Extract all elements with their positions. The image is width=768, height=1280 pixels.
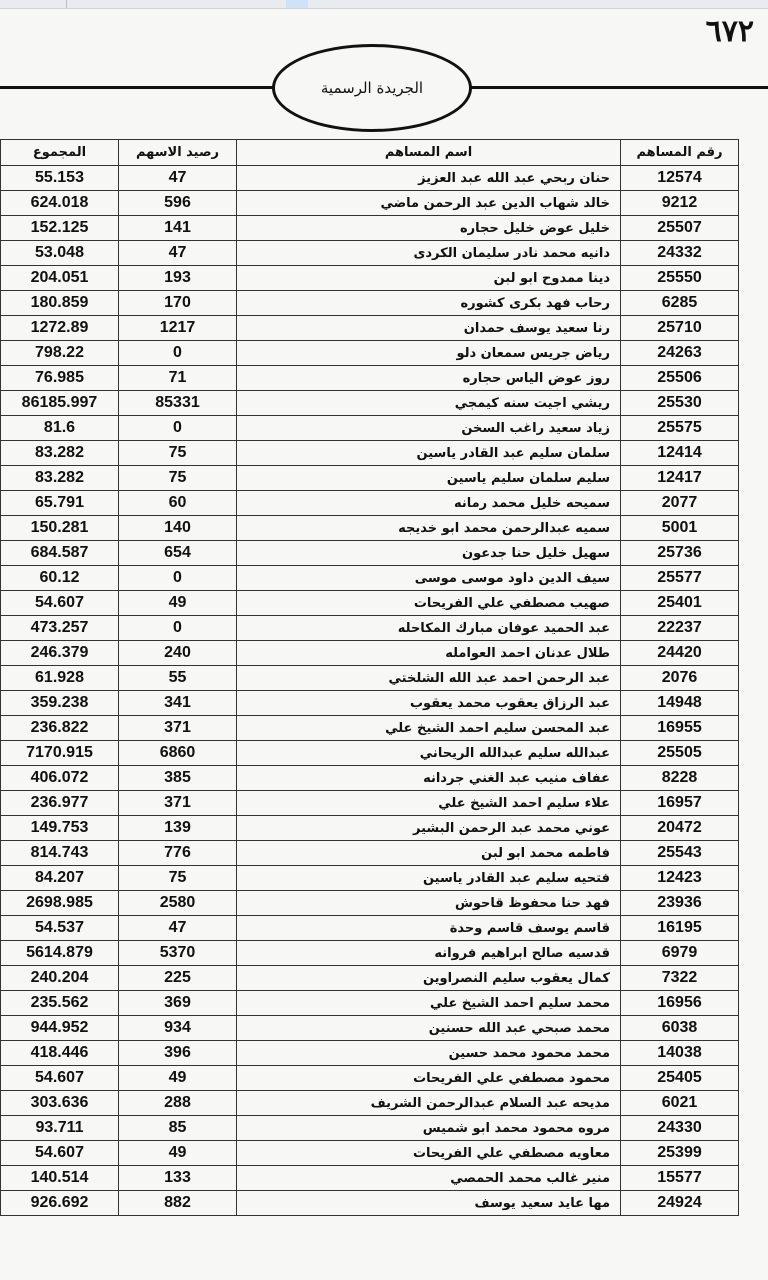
header-total: المجموع (1, 140, 119, 166)
cell-total: 180.859 (1, 291, 119, 316)
cell-shareholder-name: فتحيه سليم عبد القادر ياسين (237, 866, 621, 891)
cell-share-balance: 49 (119, 1066, 237, 1091)
cell-total: 684.587 (1, 541, 119, 566)
cell-share-balance: 240 (119, 641, 237, 666)
cell-shareholder-name: خالد شهاب الدين عبد الرحمن ماضي (237, 191, 621, 216)
cell-shareholder-name: عبد الرحمن احمد عبد الله الشلختي (237, 666, 621, 691)
cell-total: 54.607 (1, 1066, 119, 1091)
cell-shareholder-name: منير غالب محمد الحمصي (237, 1166, 621, 1191)
shareholders-table (0, 139, 739, 1216)
cell-share-balance: 141 (119, 216, 237, 241)
table-row (1, 891, 739, 916)
table-row (1, 516, 739, 541)
cell-shareholder-name: عبد المحسن سليم احمد الشيخ علي (237, 716, 621, 741)
cell-total: 83.282 (1, 466, 119, 491)
cell-total: 236.977 (1, 791, 119, 816)
cell-total: 926.692 (1, 1191, 119, 1216)
toolbar-highlight (286, 0, 308, 8)
cell-shareholder-name: مروه محمود محمد ابو شميس (237, 1116, 621, 1141)
cell-shareholder-no: 25710 (621, 316, 739, 341)
toolbar-segment (66, 0, 287, 8)
cell-total: 5614.879 (1, 941, 119, 966)
cell-total: 76.985 (1, 366, 119, 391)
table-row (1, 566, 739, 591)
cell-share-balance: 371 (119, 716, 237, 741)
cell-total: 236.822 (1, 716, 119, 741)
cell-shareholder-name: مديحه عبد السلام عبدالرحمن الشريف (237, 1091, 621, 1116)
cell-shareholder-name: دانيه محمد نادر سليمان الكردى (237, 241, 621, 266)
cell-shareholder-no: 25577 (621, 566, 739, 591)
cell-share-balance: 47 (119, 166, 237, 191)
cell-shareholder-no: 16955 (621, 716, 739, 741)
table-row (1, 616, 739, 641)
cell-shareholder-no: 12574 (621, 166, 739, 191)
cell-shareholder-no: 25399 (621, 1141, 739, 1166)
cell-shareholder-name: عبد الرزاق يعقوب محمد يعقوب (237, 691, 621, 716)
table-row (1, 166, 739, 191)
cell-shareholder-name: روز عوض الياس حجاره (237, 366, 621, 391)
cell-share-balance: 75 (119, 441, 237, 466)
cell-share-balance: 5370 (119, 941, 237, 966)
cell-share-balance: 0 (119, 566, 237, 591)
table-row (1, 316, 739, 341)
cell-shareholder-name: محمد محمود محمد حسين (237, 1041, 621, 1066)
cell-shareholder-no: 6285 (621, 291, 739, 316)
cell-total: 152.125 (1, 216, 119, 241)
cell-share-balance: 0 (119, 416, 237, 441)
cell-total: 204.051 (1, 266, 119, 291)
gazette-title: الجريدة الرسمية (320, 79, 424, 97)
cell-total: 65.791 (1, 491, 119, 516)
cell-total: 359.238 (1, 691, 119, 716)
cell-total: 814.743 (1, 841, 119, 866)
cell-total: 7170.915 (1, 741, 119, 766)
cell-shareholder-no: 25401 (621, 591, 739, 616)
table-row (1, 216, 739, 241)
cell-shareholder-name: فاطمه محمد ابو لبن (237, 841, 621, 866)
cell-share-balance: 85331 (119, 391, 237, 416)
cell-shareholder-no: 20472 (621, 816, 739, 841)
cell-shareholder-no: 16195 (621, 916, 739, 941)
cell-share-balance: 47 (119, 241, 237, 266)
table-header-row (1, 140, 739, 166)
cell-share-balance: 1217 (119, 316, 237, 341)
cell-share-balance: 882 (119, 1191, 237, 1216)
cell-total: 60.12 (1, 566, 119, 591)
table-row (1, 991, 739, 1016)
cell-total: 84.207 (1, 866, 119, 891)
cell-shareholder-no: 23936 (621, 891, 739, 916)
table-row (1, 766, 739, 791)
cell-share-balance: 654 (119, 541, 237, 566)
cell-shareholder-name: قاسم يوسف قاسم وحدة (237, 916, 621, 941)
cell-share-balance: 193 (119, 266, 237, 291)
cell-total: 54.607 (1, 1141, 119, 1166)
cell-total: 140.514 (1, 1166, 119, 1191)
table-row (1, 941, 739, 966)
cell-shareholder-name: حنان ربحي عبد الله عبد العزيز (237, 166, 621, 191)
table-row (1, 866, 739, 891)
cell-shareholder-name: سميحه خليل محمد رمانه (237, 491, 621, 516)
cell-shareholder-name: ريشي اجيت سنه كيمجي (237, 391, 621, 416)
table-row (1, 391, 739, 416)
cell-shareholder-name: قدسيه صالح ابراهيم فروانه (237, 941, 621, 966)
cell-shareholder-no: 12423 (621, 866, 739, 891)
cell-total: 54.537 (1, 916, 119, 941)
table-row (1, 666, 739, 691)
table-row (1, 591, 739, 616)
cell-shareholder-name: معاويه مصطفي علي الفريحات (237, 1141, 621, 1166)
cell-shareholder-no: 25505 (621, 741, 739, 766)
toolbar-segment (0, 0, 67, 8)
cell-shareholder-name: خليل عوض خليل حجاره (237, 216, 621, 241)
cell-shareholder-no: 6038 (621, 1016, 739, 1041)
cell-share-balance: 133 (119, 1166, 237, 1191)
cell-shareholder-name: محمد سليم احمد الشيخ علي (237, 991, 621, 1016)
cell-shareholder-no: 14948 (621, 691, 739, 716)
cell-shareholder-no: 9212 (621, 191, 739, 216)
cell-share-balance: 75 (119, 466, 237, 491)
cell-shareholder-no: 25506 (621, 366, 739, 391)
cell-shareholder-name: صهيب مصطفي علي الفريحات (237, 591, 621, 616)
cell-shareholder-name: كمال يعقوب سليم النصراوين (237, 966, 621, 991)
cell-shareholder-name: محمود مصطفي علي الفريحات (237, 1066, 621, 1091)
cell-shareholder-no: 12417 (621, 466, 739, 491)
cell-share-balance: 85 (119, 1116, 237, 1141)
table-row (1, 1066, 739, 1091)
cell-shareholder-name: فهد حنا محفوظ قاحوش (237, 891, 621, 916)
cell-shareholder-no: 25575 (621, 416, 739, 441)
cell-share-balance: 71 (119, 366, 237, 391)
cell-shareholder-no: 25543 (621, 841, 739, 866)
table-row (1, 816, 739, 841)
cell-total: 83.282 (1, 441, 119, 466)
table-row (1, 341, 739, 366)
table-row (1, 366, 739, 391)
table-row (1, 691, 739, 716)
cell-shareholder-no: 25550 (621, 266, 739, 291)
cell-shareholder-name: سلمان سليم عبد القادر ياسين (237, 441, 621, 466)
cell-share-balance: 934 (119, 1016, 237, 1041)
cell-shareholder-no: 24420 (621, 641, 739, 666)
cell-shareholder-no: 25736 (621, 541, 739, 566)
table-row (1, 1191, 739, 1216)
cell-shareholder-no: 22237 (621, 616, 739, 641)
cell-shareholder-no: 16956 (621, 991, 739, 1016)
header-shareholder-name: اسم المساهم (237, 140, 621, 166)
browser-top-strip (0, 0, 768, 9)
cell-shareholder-name: محمد صبحي عبد الله حسنين (237, 1016, 621, 1041)
cell-share-balance: 776 (119, 841, 237, 866)
cell-share-balance: 0 (119, 616, 237, 641)
table-row (1, 1041, 739, 1066)
cell-shareholder-no: 2076 (621, 666, 739, 691)
cell-shareholder-name: رحاب فهد بكرى كشوره (237, 291, 621, 316)
cell-share-balance: 0 (119, 341, 237, 366)
cell-shareholder-no: 25530 (621, 391, 739, 416)
cell-share-balance: 596 (119, 191, 237, 216)
cell-total: 54.607 (1, 591, 119, 616)
page-number: ٦٧٢ (705, 14, 754, 49)
cell-share-balance: 369 (119, 991, 237, 1016)
cell-total: 240.204 (1, 966, 119, 991)
cell-shareholder-no: 8228 (621, 766, 739, 791)
cell-shareholder-no: 14038 (621, 1041, 739, 1066)
cell-shareholder-name: دينا ممدوح ابو لبن (237, 266, 621, 291)
cell-total: 55.153 (1, 166, 119, 191)
table-row (1, 491, 739, 516)
cell-share-balance: 396 (119, 1041, 237, 1066)
cell-total: 1272.89 (1, 316, 119, 341)
cell-shareholder-no: 24924 (621, 1191, 739, 1216)
header-share-balance: رصيد الاسهم (119, 140, 237, 166)
cell-total: 61.928 (1, 666, 119, 691)
table-row (1, 291, 739, 316)
cell-share-balance: 288 (119, 1091, 237, 1116)
header-oval (272, 44, 472, 132)
cell-shareholder-name: طلال عدنان احمد العوامله (237, 641, 621, 666)
cell-share-balance: 60 (119, 491, 237, 516)
cell-share-balance: 139 (119, 816, 237, 841)
table-row (1, 1116, 739, 1141)
cell-shareholder-no: 6021 (621, 1091, 739, 1116)
table-row (1, 1141, 739, 1166)
cell-shareholder-no: 16957 (621, 791, 739, 816)
cell-total: 246.379 (1, 641, 119, 666)
cell-shareholder-name: سميه عبدالرحمن محمد ابو خديجه (237, 516, 621, 541)
cell-share-balance: 6860 (119, 741, 237, 766)
cell-shareholder-no: 24263 (621, 341, 739, 366)
table-row (1, 1166, 739, 1191)
table-row (1, 1091, 739, 1116)
cell-shareholder-no: 7322 (621, 966, 739, 991)
cell-total: 944.952 (1, 1016, 119, 1041)
cell-share-balance: 47 (119, 916, 237, 941)
cell-share-balance: 170 (119, 291, 237, 316)
cell-shareholder-no: 5001 (621, 516, 739, 541)
table-row (1, 791, 739, 816)
table-row (1, 241, 739, 266)
cell-total: 86185.997 (1, 391, 119, 416)
table-row (1, 441, 739, 466)
cell-total: 81.6 (1, 416, 119, 441)
cell-shareholder-name: رياض جريس سمعان دلو (237, 341, 621, 366)
cell-shareholder-name: رنا سعيد يوسف حمدان (237, 316, 621, 341)
cell-shareholder-no: 25405 (621, 1066, 739, 1091)
cell-share-balance: 49 (119, 591, 237, 616)
table-row (1, 466, 739, 491)
cell-total: 150.281 (1, 516, 119, 541)
cell-shareholder-name: سليم سلمان سليم ياسين (237, 466, 621, 491)
cell-share-balance: 49 (119, 1141, 237, 1166)
cell-total: 2698.985 (1, 891, 119, 916)
table-row (1, 916, 739, 941)
cell-share-balance: 225 (119, 966, 237, 991)
table-row (1, 641, 739, 666)
table-row (1, 191, 739, 216)
cell-share-balance: 140 (119, 516, 237, 541)
cell-shareholder-name: مها عايد سعيد يوسف (237, 1191, 621, 1216)
table-row (1, 541, 739, 566)
cell-total: 53.048 (1, 241, 119, 266)
cell-shareholder-name: عفاف منيب عبد الغني جردانه (237, 766, 621, 791)
table-row (1, 966, 739, 991)
cell-shareholder-name: عوني محمد عبد الرحمن البشير (237, 816, 621, 841)
cell-shareholder-no: 2077 (621, 491, 739, 516)
cell-share-balance: 2580 (119, 891, 237, 916)
cell-total: 473.257 (1, 616, 119, 641)
cell-share-balance: 75 (119, 866, 237, 891)
cell-shareholder-name: سيف الدين داود موسى موسى (237, 566, 621, 591)
cell-shareholder-no: 24332 (621, 241, 739, 266)
cell-total: 418.446 (1, 1041, 119, 1066)
cell-shareholder-name: علاء سليم احمد الشيخ علي (237, 791, 621, 816)
cell-share-balance: 55 (119, 666, 237, 691)
cell-share-balance: 371 (119, 791, 237, 816)
cell-shareholder-name: زياد سعيد راغب السخن (237, 416, 621, 441)
cell-shareholder-no: 12414 (621, 441, 739, 466)
header-shareholder-no: رقم المساهم (621, 140, 739, 166)
cell-share-balance: 341 (119, 691, 237, 716)
cell-total: 624.018 (1, 191, 119, 216)
table-row (1, 741, 739, 766)
cell-shareholder-name: عبدالله سليم عبدالله الريحاني (237, 741, 621, 766)
table-row (1, 1016, 739, 1041)
cell-share-balance: 385 (119, 766, 237, 791)
cell-total: 303.636 (1, 1091, 119, 1116)
cell-shareholder-no: 25507 (621, 216, 739, 241)
table-row (1, 266, 739, 291)
cell-total: 93.711 (1, 1116, 119, 1141)
cell-total: 798.22 (1, 341, 119, 366)
cell-shareholder-name: سهيل خليل حنا جدعون (237, 541, 621, 566)
cell-shareholder-no: 15577 (621, 1166, 739, 1191)
cell-total: 149.753 (1, 816, 119, 841)
cell-shareholder-name: عبد الحميد عوفان مبارك المكاحله (237, 616, 621, 641)
cell-total: 235.562 (1, 991, 119, 1016)
cell-shareholder-no: 6979 (621, 941, 739, 966)
cell-shareholder-no: 24330 (621, 1116, 739, 1141)
table-row (1, 841, 739, 866)
cell-total: 406.072 (1, 766, 119, 791)
table-row (1, 716, 739, 741)
table-row (1, 416, 739, 441)
